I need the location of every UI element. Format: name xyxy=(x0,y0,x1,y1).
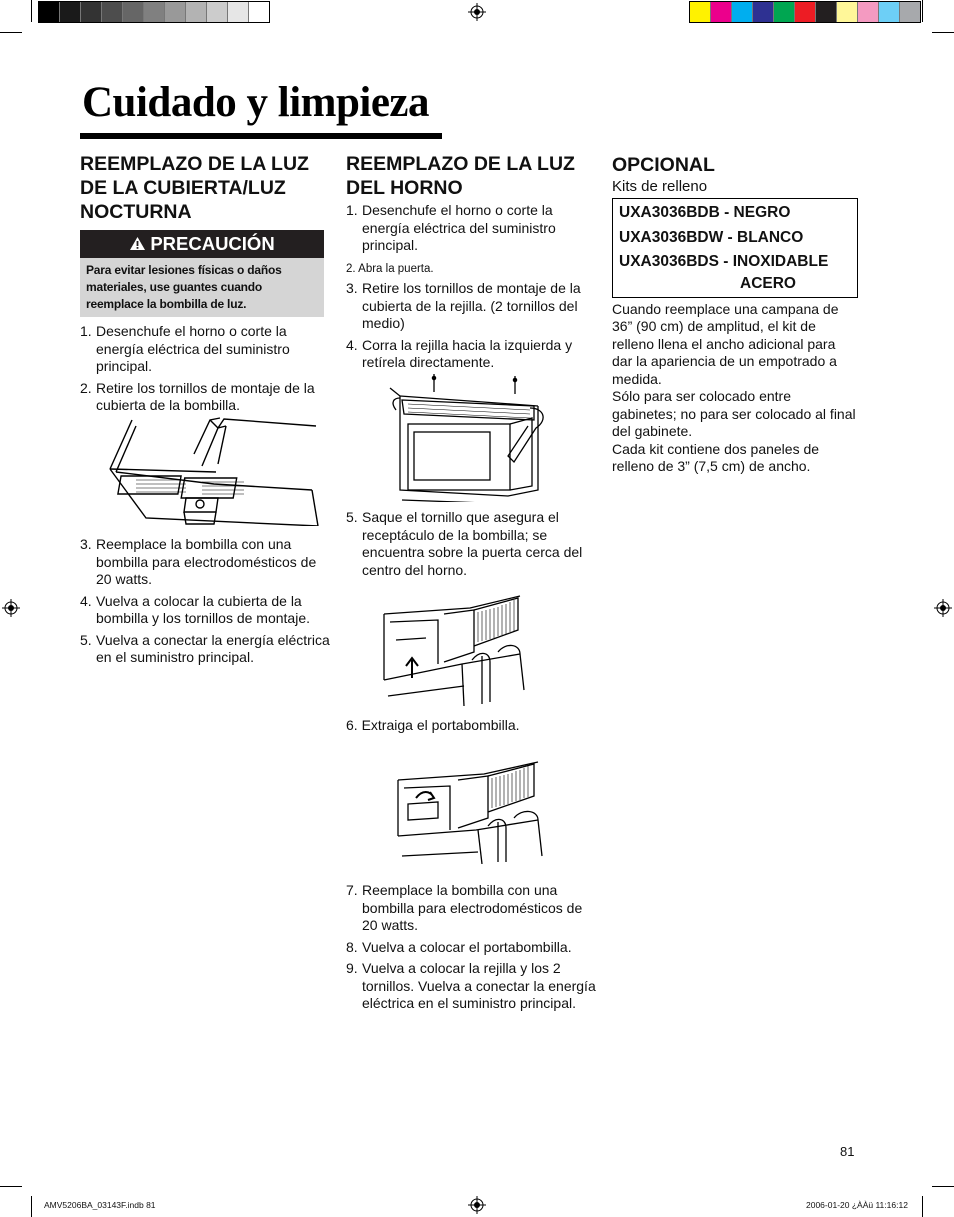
crop-mark xyxy=(31,1196,32,1217)
list-item: 1. Desenchufe el horno o corte la energía eléctrica del suministro principal. xyxy=(80,323,290,374)
calibration-swatch xyxy=(900,2,920,22)
gray-calibration-bar xyxy=(38,1,270,23)
calibration-swatch xyxy=(60,2,81,22)
crop-mark xyxy=(31,0,32,22)
bulb-receptacle-illustration xyxy=(382,590,530,706)
calibration-swatch xyxy=(102,2,123,22)
crop-mark xyxy=(922,1196,923,1217)
section-heading-oven-light: REEMPLAZO DE LA LUZ DEL HORNO xyxy=(346,153,575,199)
list-item: 4. Vuelva a colocar la cubierta de la bombilla y los tornillos de montaje. xyxy=(80,592,310,626)
footer-timestamp: 2006-01-20 ¿ÀÀü 11:16:12 xyxy=(806,1200,908,1210)
column-oven-light-step5 xyxy=(346,509,596,583)
light-cover-illustration xyxy=(106,414,320,526)
kits-box xyxy=(612,198,858,298)
calibration-swatch xyxy=(144,2,165,22)
list-item: 4. Corra la rejilla hacia la izquierda y retírela directamente. xyxy=(346,336,573,370)
calibration-swatch xyxy=(753,2,774,22)
kit-item: UXA3036BDS - INOXIDABLE xyxy=(619,253,829,270)
bulb-holder-illustration xyxy=(396,752,546,864)
calibration-swatch xyxy=(816,2,837,22)
calibration-swatch xyxy=(165,2,186,22)
calibration-swatch xyxy=(249,2,269,22)
calibration-swatch xyxy=(228,2,249,22)
list-item: 8. Vuelva a colocar el portabombilla. xyxy=(346,938,572,955)
calibration-swatch xyxy=(207,2,228,22)
warning-triangle-icon xyxy=(129,236,146,251)
crop-mark xyxy=(922,0,923,22)
column-oven-light xyxy=(346,152,596,376)
crop-mark xyxy=(0,1186,22,1187)
registration-mark-icon xyxy=(468,1196,486,1214)
crop-mark xyxy=(0,32,22,33)
calibration-swatch xyxy=(795,2,816,22)
column-oven-light-steps-end xyxy=(346,882,596,1017)
warning-text: Para evitar lesiones físicas o daños materiales, use guantes cuando reemplace la bombilla de luz. xyxy=(80,258,324,317)
column-optional xyxy=(612,153,858,476)
kit-item: UXA3036BDB - NEGRO xyxy=(619,204,791,221)
calibration-swatch xyxy=(690,2,711,22)
registration-mark-icon xyxy=(2,599,20,617)
title-underline xyxy=(80,133,442,139)
steps-list xyxy=(346,280,596,372)
section-heading-cover-light: REEMPLAZO DE LA LUZ DE LA CUBIERTA/LUZ NOCTURNA xyxy=(80,153,309,223)
list-item: 9. Vuelva a colocar la rejilla y los 2 tornillos. Vuelva a conectar la energía eléctrica en el suministro principal. xyxy=(346,960,596,1011)
list-item: 2. Retire los tornillos de montaje de la cubierta de la bombilla. xyxy=(80,379,315,413)
calibration-swatch xyxy=(732,2,753,22)
registration-mark-icon xyxy=(934,599,952,617)
calibration-swatch xyxy=(123,2,144,22)
column-cover-light xyxy=(80,152,324,419)
warning-label: PRECAUCIÓN xyxy=(150,233,275,254)
registration-mark-icon xyxy=(468,3,486,21)
calibration-swatch xyxy=(39,2,60,22)
subheading-kits: Kits de relleno xyxy=(612,178,708,195)
crop-mark xyxy=(932,32,954,33)
list-item: 5. Vuelva a conectar la energía eléctrica en el suministro principal. xyxy=(80,631,330,665)
list-item: 7. Reemplace la bombilla con una bombilla para electrodomésticos de 20 watts. xyxy=(346,882,583,933)
steps-list xyxy=(346,882,596,1013)
list-item: 3. Retire los tornillos de montaje de la cubierta de la rejilla. (2 tornillos del medio) xyxy=(346,280,581,331)
page-title: Cuidado y limpieza xyxy=(82,79,429,126)
kits-description xyxy=(612,301,858,476)
step-2: 2. Abra la puerta. xyxy=(346,262,434,275)
calibration-swatch xyxy=(837,2,858,22)
crop-mark xyxy=(932,1186,954,1187)
color-calibration-bar xyxy=(689,1,921,23)
paragraph: Cuando reemplace una campana de 36” (90 cm) de amplitud, el kit de relleno llena el ancho adicional para dar la apariencia de un empotrado a medida. xyxy=(612,300,839,387)
calibration-swatch xyxy=(711,2,732,22)
calibration-swatch xyxy=(858,2,879,22)
steps-list xyxy=(346,202,596,255)
calibration-swatch xyxy=(774,2,795,22)
paragraph: Sólo para ser colocado entre gabinetes; no para ser colocado al final del gabinete. xyxy=(612,388,856,439)
column-cover-light-continued xyxy=(80,536,330,671)
warning-banner xyxy=(80,230,324,258)
oven-grille-illustration xyxy=(384,372,556,502)
footer-file-info: AMV5206BA_03143F.indb 81 xyxy=(44,1200,156,1210)
list-item: 1. Desenchufe el horno o corte la energía eléctrica del suministro principal. xyxy=(346,202,556,253)
page-number: 81 xyxy=(840,1144,855,1159)
calibration-swatch xyxy=(879,2,900,22)
list-item: 3. Reemplace la bombilla con una bombilla para electrodomésticos de 20 watts. xyxy=(80,536,317,587)
steps-list xyxy=(80,323,324,415)
calibration-swatch xyxy=(186,2,207,22)
section-heading-optional: OPCIONAL xyxy=(612,154,715,176)
kit-item: UXA3036BDW - BLANCO xyxy=(619,228,804,246)
paragraph: Cada kit contiene dos paneles de relleno de 3” (7,5 cm) de ancho. xyxy=(612,440,820,474)
steps-list xyxy=(80,536,330,667)
steps-list xyxy=(346,509,596,579)
list-item: 5. Saque el tornillo que asegura el receptáculo de la bombilla; se encuentra sobre la puerta cerca del centro del horno. xyxy=(346,509,583,578)
kit-item-continuation: ACERO xyxy=(740,274,796,292)
calibration-swatch xyxy=(81,2,102,22)
step-6: 6. Extraiga el portabombilla. xyxy=(346,717,520,733)
